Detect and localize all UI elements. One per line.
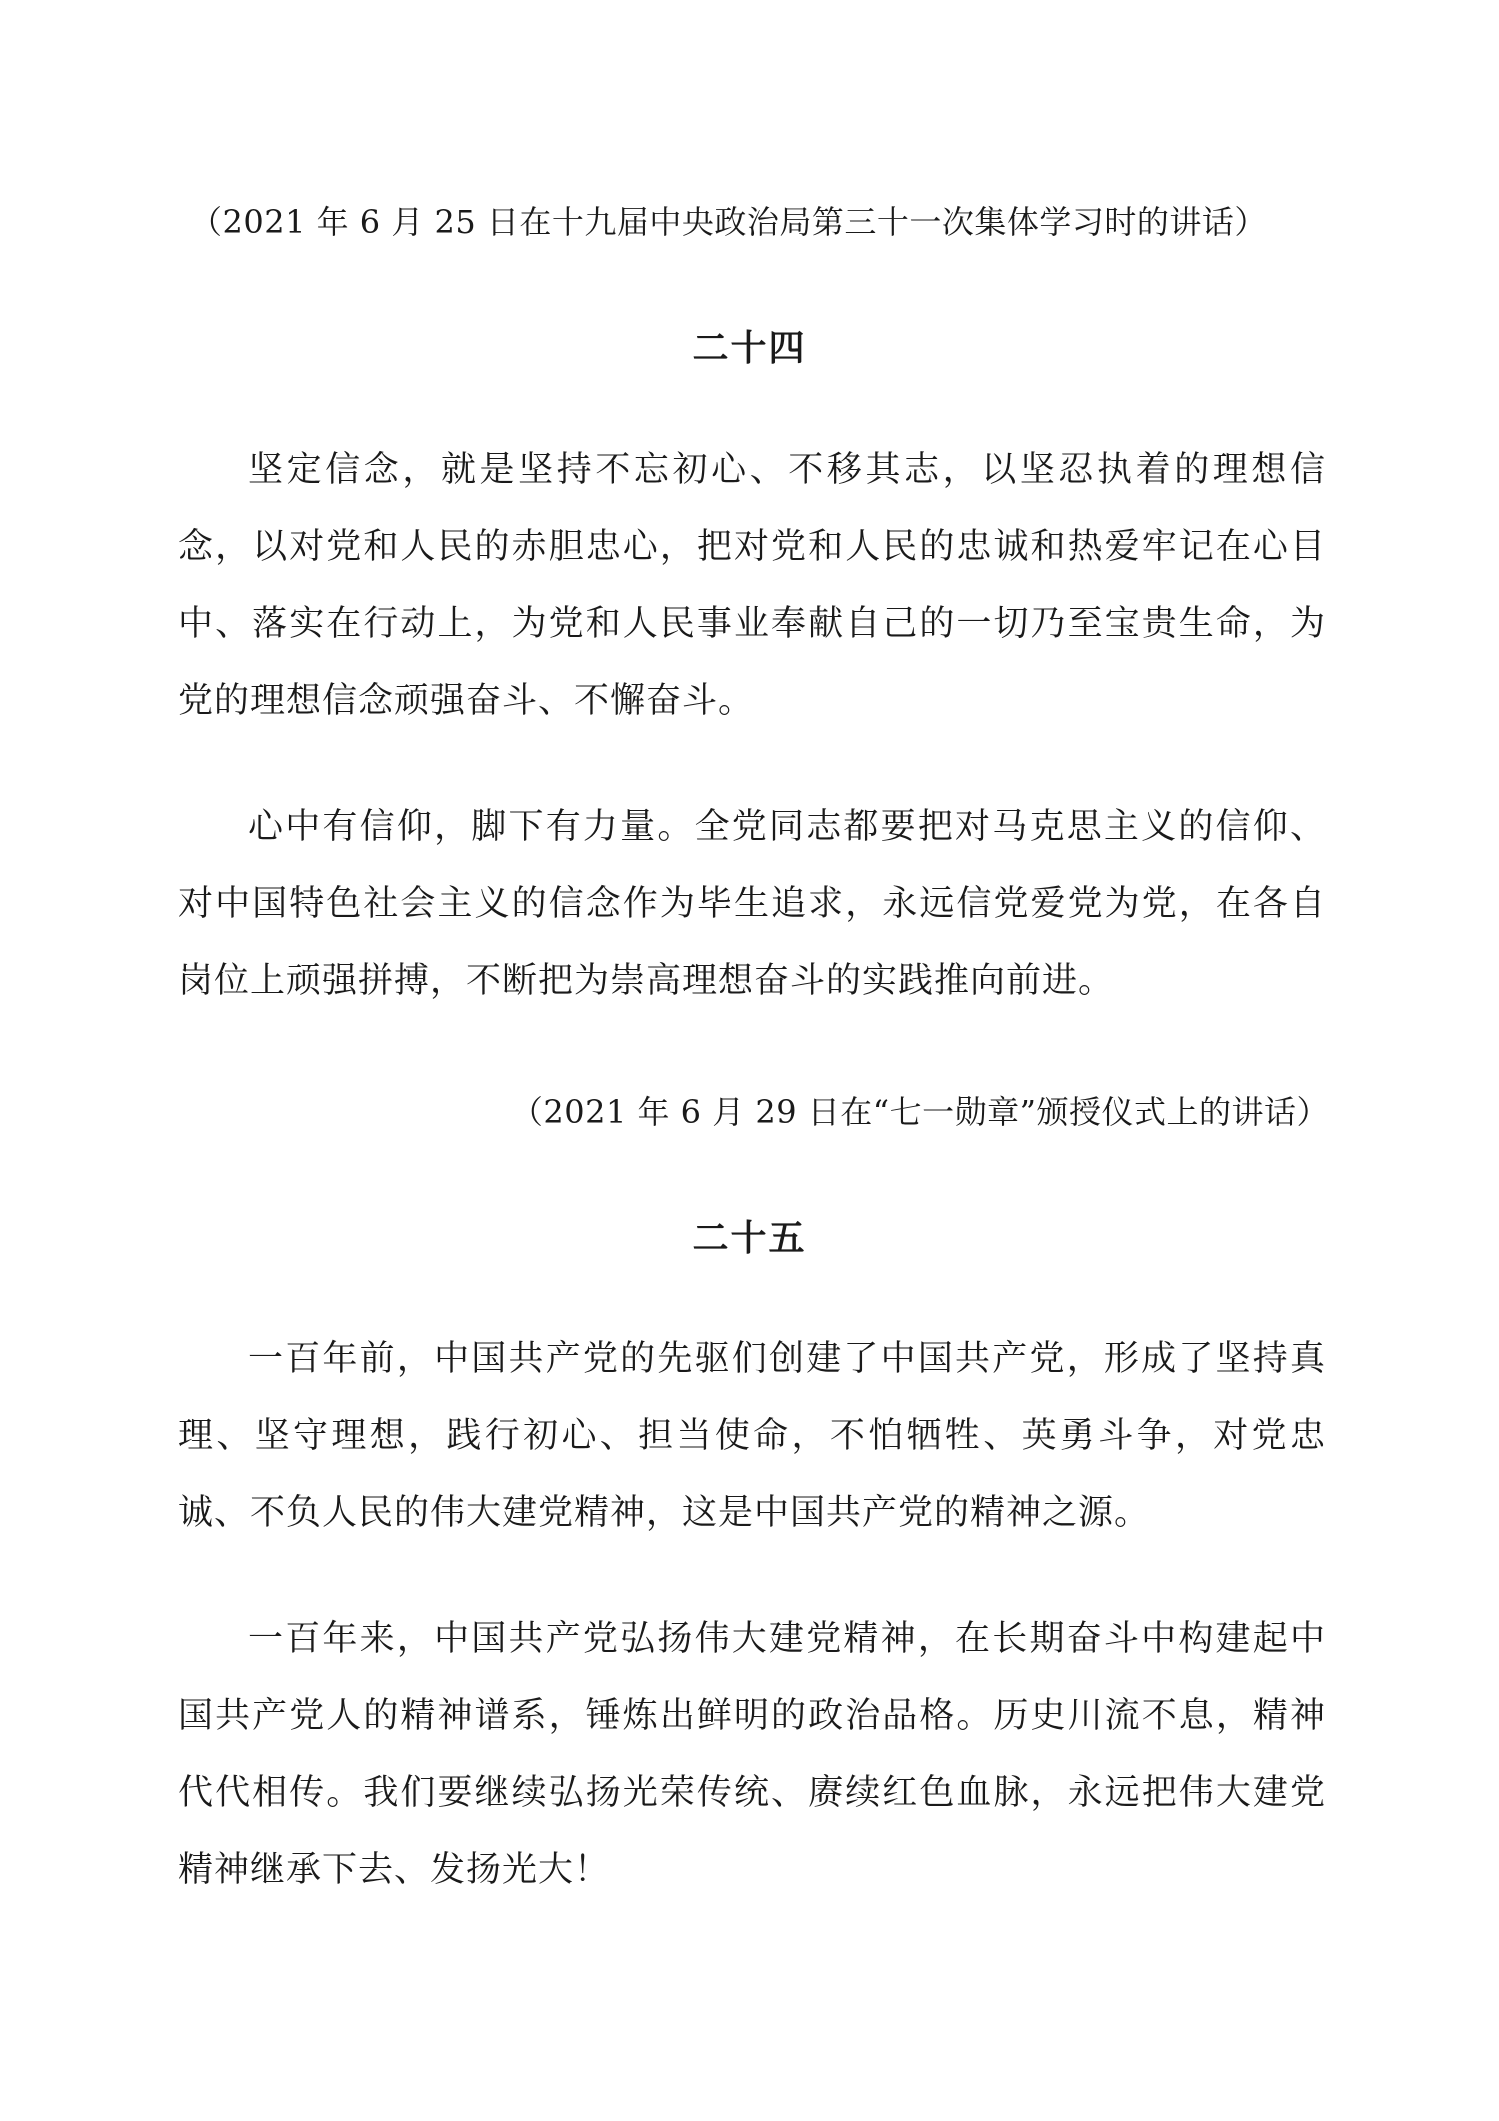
speech-source-citation: （2021 年 6 月 25 日在十九届中央政治局第三十一次集体学习时的讲话） [190,203,1267,241]
speech-source-citation: （2021 年 6 月 29 日在“七一勋章”颁授仪式上的讲话） [510,1093,1329,1131]
body-paragraph: 一百年来，中国共产党弘扬伟大建党精神，在长期奋斗中构建起中国共产党人的精神谱系，锤炼出鲜明的政治品格。历史川流不息，精神代代相传。我们要继续弘扬光荣传统、赓续红色血脉，永远把伟大建党精神继承下去、发扬光大！ [178,1619,1326,1890]
body-paragraph: 一百年前，中国共产党的先驱们创建了中国共产党，形成了坚持真理、坚守理想，践行初心、担当使命，不怕牺牲、英勇斗争，对党忠诚、不负人民的伟大建党精神，这是中国共产党的精神之源。 [178,1339,1326,1533]
section-heading: 二十四 [692,327,807,369]
body-paragraph: 心中有信仰，脚下有力量。全党同志都要把对马克思主义的信仰、对中国特色社会主义的信念作为毕生追求，永远信党爱党为党，在各自岗位上顽强拼搏，不断把为崇高理想奋斗的实践推向前进。 [178,807,1326,1001]
section-heading: 二十五 [692,1217,807,1259]
body-paragraph: 坚定信念，就是坚持不忘初心、不移其志，以坚忍执着的理想信念，以对党和人民的赤胆忠心，把对党和人民的忠诚和热爱牢记在心目中、落实在行动上，为党和人民事业奉献自己的一切乃至宝贵生命，为党的理想信念顽强奋斗、不懈奋斗。 [178,450,1326,721]
